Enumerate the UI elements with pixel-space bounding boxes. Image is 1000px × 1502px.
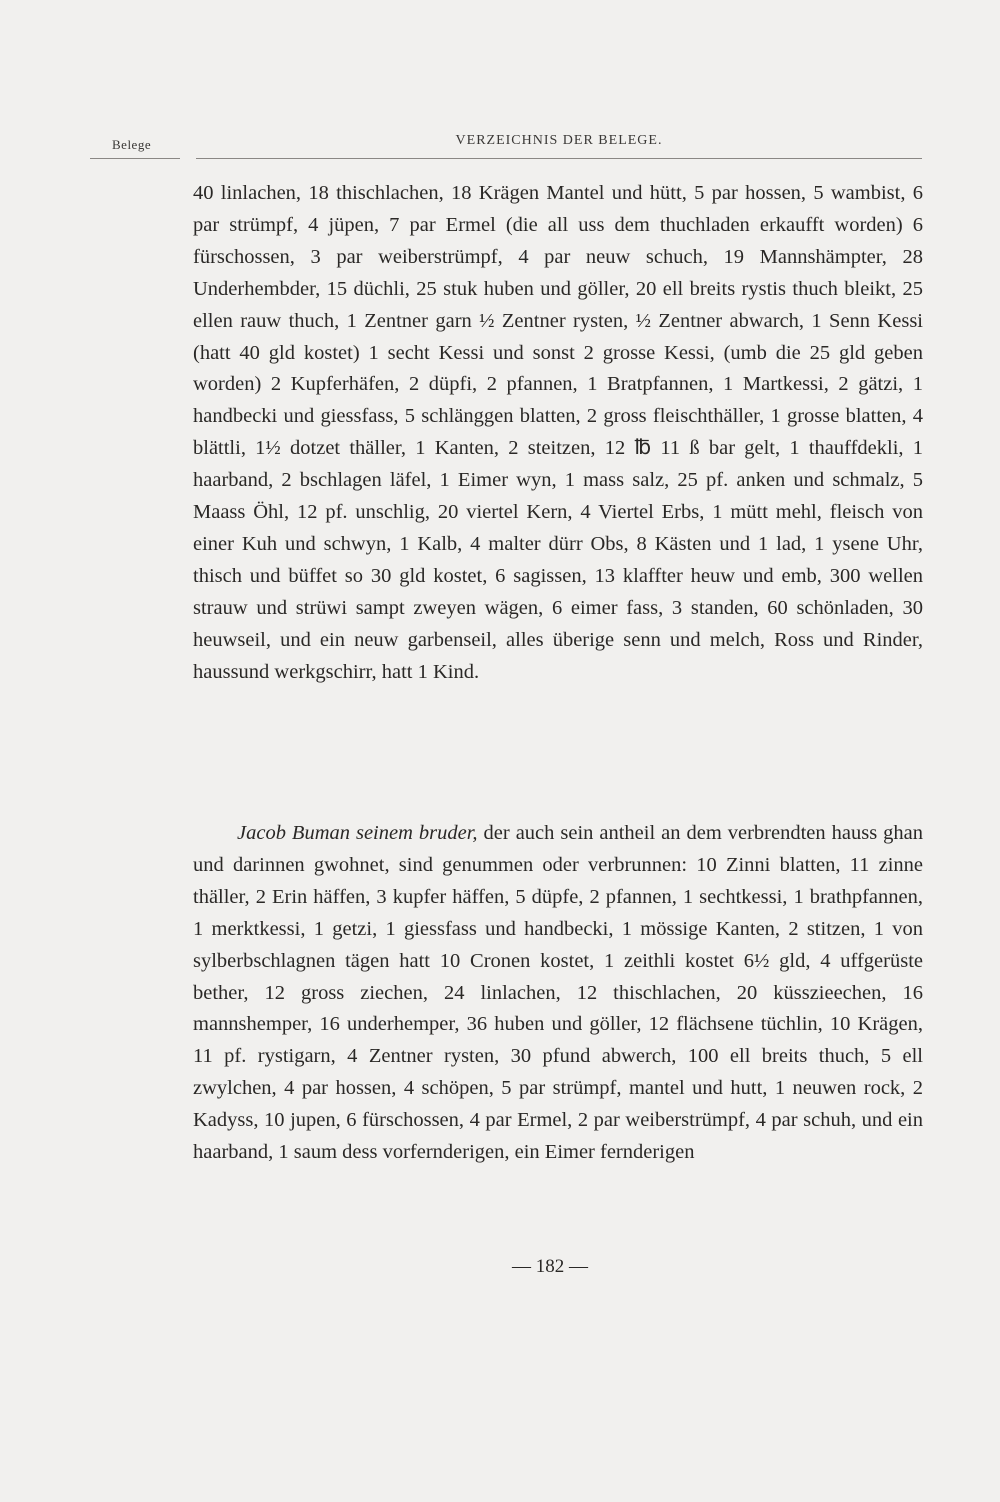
margin-rule: [90, 158, 180, 159]
paragraph-2-text: der auch sein antheil an dem verbrendten hauss ghan und darinnen gwohnet, sind genummen oder verbrunnen: 10 Zinni blatten, 11 zinne thäller, 2 Erin häffen, 3 kupfer häffen, 5 düpfe, 2 pfannen, 1 sechtkessi, 1 brathpfannen, 1 merktkessi, 1 getzi, 1 giessfass und handbecki, 1 mössige Kanten, 2 stitzen, 1 von sylberbschlagnen tägen hatt 10 Cronen kostet, 1 zeithli kostet 6½ gld, 4 uffgerüste bether, 12 gross ziechen, 24 linlachen, 12 thischlachen, 20 küsszieechen, 16 mannshemper, 16 underhemper, 36 huben und göller, 12 flächsene tüchlin, 10 Krägen, 11 pf. rystigarn, 4 Zentner rysten, 30 pfund abwerch, 100 ell breits thuch, 5 ell zwylchen, 4 par hossen, 4 schöpen, 5 par strümpf, mantel und hutt, 1 neuwen rock, 2 Kadyss, 10 jupen, 6 fürschossen, 4 par Ermel, 2 par weiberstrümpf, 4 par schuh, und ein haarband, 1 saum dess vorfernderigen, ein Eimer fernderigen: [193, 822, 924, 1164]
page-number: — 182 —: [512, 1256, 588, 1277]
paragraph-2-lead: Jacob Buman seinem bruder,: [237, 822, 478, 844]
paragraph-1-text: 40 linlachen, 18 thischlachen, 18 Krägen Mantel und hütt, 5 par hossen, 5 wambist, 6 par strümpf, 4 jüpen, 7 par Ermel (die all uss dem thuchladen erkaufft worden) 6 fürschossen, 3 par weiberstrümpf, 4 par neuw schuch, 19 Mannshämpter, 28 Underhembder, 15 düchli, 25 stuk huben und göller, 20 ell breits rystis thuch bleikt, 25 ellen rauw thuch, 1 Zentner garn ½ Zentner rysten, ½ Zentner abwarch, 1 Senn Kessi (hatt 40 gld kostet) 1 secht Kessi und sonst 2 grosse Kessi, (umb die 25 gld geben worden) 2 Kupferhäfen, 2 düpfi, 2 pfannen, 1 Bratpfannen, 1 Martkessi, 2 gätzi, 1 handbecki und giessfass, 5 schlänggen blatten, 2 gross fleischthäller, 1 grosse blatten, 4 blättli, 1½ dotzet thäller, 1 Kanten, 2 steitzen, 12 ℔ 11 ß bar gelt, 1 thauffdekli, 1 haarband, 2 bschlagen läfel, 1 Eimer wyn, 1 mass salz, 25 pf. anken und schmalz, 5 Maass Öhl, 12 pf. unschlig, 20 viertel Kern, 4 Viertel Erbs, 1 mütt mehl, fleisch von einer Kuh und schwyn, 1 Kalb, 4 malter dürr Obs, 8 Kästen und 1 lad, 1 ysene Uhr, thisch und büffet so 30 gld kostet, 6 sagissen, 13 klaffter heuw und emb, 300 wellen strauw und strüwi sampt zweyen wägen, 6 eimer fass, 3 standen, 60 schönladen, 30 heuwseil, und ein neuw garbenseil, alles überige senn und melch, Ross und Rinder, haussund werkgschirr, hatt 1 Kind.: [193, 182, 923, 683]
header-rule: [196, 158, 922, 159]
paragraph-1: [193, 178, 923, 689]
running-head: VERZEICHNIS DER BELEGE.: [455, 133, 663, 148]
margin-label: Belege: [112, 137, 152, 152]
paragraph-2: [193, 818, 923, 1169]
